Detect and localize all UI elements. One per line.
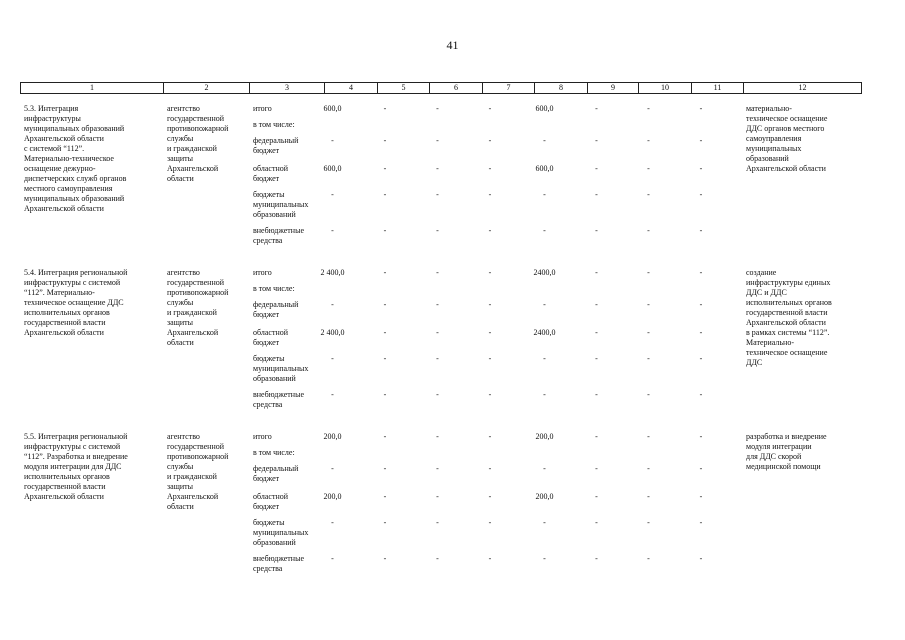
empty-value: -: [699, 268, 703, 277]
funding-source-label: итого: [253, 104, 272, 113]
empty-value: -: [383, 104, 387, 113]
funding-source-label: внебюджетные средства: [253, 390, 304, 409]
year-value: -: [543, 464, 546, 473]
empty-value: -: [436, 190, 439, 199]
year-value: -: [543, 300, 546, 309]
empty-value: -: [488, 390, 492, 399]
empty-value: -: [436, 464, 439, 473]
total-value: -: [331, 300, 334, 309]
total-value: -: [331, 464, 334, 473]
empty-value: -: [595, 518, 598, 527]
empty-value: -: [488, 354, 492, 363]
empty-value: -: [647, 226, 650, 235]
funding-source-label: областной бюджет: [253, 492, 289, 511]
total-value: 600,0: [323, 104, 342, 113]
year-value: 2400,0: [533, 328, 556, 337]
empty-value: -: [383, 164, 387, 173]
empty-value: -: [383, 492, 387, 501]
empty-value: -: [595, 328, 598, 337]
empty-value: -: [699, 104, 703, 113]
funding-source-label: в том числе:: [253, 120, 295, 129]
funding-source-label: внебюджетные средства: [253, 554, 304, 573]
empty-value: -: [699, 554, 703, 563]
measure-name: 5.3. Интеграция инфраструктуры муниципальных образований Архангельской области с системой “112”. Материально-техническое оснащение дежурно- диспетчерских служб органов местного самоуправления муниципальных образований Архангельской области: [24, 104, 127, 213]
empty-value: -: [488, 164, 492, 173]
empty-value: -: [595, 190, 598, 199]
empty-value: -: [647, 492, 650, 501]
empty-value: -: [383, 464, 387, 473]
empty-value: -: [436, 518, 439, 527]
funding-source-label: итого: [253, 432, 272, 441]
table-row: [20, 268, 861, 418]
empty-value: -: [699, 432, 703, 441]
page-number: 41: [446, 38, 459, 52]
empty-value: -: [436, 226, 439, 235]
empty-value: -: [595, 136, 598, 145]
empty-value: -: [488, 464, 492, 473]
expected-result: материально- техническое оснащение ДДС органов местного самоуправления муниципальных образований Архангельской области: [746, 104, 828, 173]
header-col-9: 9: [588, 83, 639, 94]
empty-value: -: [595, 492, 598, 501]
empty-value: -: [647, 104, 650, 113]
total-value: 200,0: [323, 432, 342, 441]
total-value: 600,0: [323, 164, 342, 173]
empty-value: -: [488, 432, 492, 441]
empty-value: -: [488, 226, 492, 235]
empty-value: -: [595, 354, 598, 363]
year-value: -: [543, 554, 546, 563]
empty-value: -: [436, 354, 439, 363]
expected-result: создание инфраструктуры единых ДДС и ДДС исполнительных органов государственной власти Архангельской области в рамках системы “112”. Материально- техническое оснащение ДДС: [746, 268, 832, 367]
total-value: -: [331, 190, 334, 199]
empty-value: -: [595, 464, 598, 473]
year-value: -: [543, 226, 546, 235]
empty-value: -: [488, 492, 492, 501]
header-col-2: 2: [164, 83, 250, 94]
funding-source-label: федеральный бюджет: [253, 464, 299, 483]
table-row: [20, 104, 861, 254]
empty-value: -: [595, 226, 598, 235]
measure-name: 5.5. Интеграция региональной инфраструктуры с системой “112”. Разработка и внедрение модуля интеграции для ДДС исполнительных органов государственной власти Архангельской области: [24, 432, 128, 501]
empty-value: -: [436, 104, 439, 113]
empty-value: -: [647, 300, 650, 309]
total-value: 2 400,0: [320, 328, 345, 337]
header-col-1: 1: [21, 83, 164, 94]
total-value: -: [331, 226, 334, 235]
header-col-12: 12: [744, 83, 862, 94]
empty-value: -: [488, 136, 492, 145]
header-col-10: 10: [639, 83, 692, 94]
empty-value: -: [488, 518, 492, 527]
empty-value: -: [699, 328, 703, 337]
empty-value: -: [699, 492, 703, 501]
funding-source-label: бюджеты муниципальных образований: [253, 354, 309, 383]
funding-source-label: в том числе:: [253, 284, 295, 293]
total-value: -: [331, 136, 334, 145]
year-value: -: [543, 354, 546, 363]
empty-value: -: [488, 554, 492, 563]
year-value: 2400,0: [533, 268, 556, 277]
empty-value: -: [488, 104, 492, 113]
funding-source-label: итого: [253, 268, 272, 277]
empty-value: -: [699, 164, 703, 173]
empty-value: -: [699, 136, 703, 145]
empty-value: -: [595, 390, 598, 399]
year-value: 200,0: [535, 432, 554, 441]
empty-value: -: [699, 300, 703, 309]
empty-value: -: [383, 136, 387, 145]
funding-source-label: федеральный бюджет: [253, 300, 299, 319]
expected-result: разработка и внедрение модуля интеграции для ДДС скорой медицинской помощи: [746, 432, 827, 471]
empty-value: -: [595, 432, 598, 441]
empty-value: -: [488, 190, 492, 199]
funding-source-label: в том числе:: [253, 448, 295, 457]
header-col-6: 6: [430, 83, 483, 94]
empty-value: -: [436, 300, 439, 309]
empty-value: -: [647, 354, 650, 363]
empty-value: -: [699, 464, 703, 473]
funding-source-label: федеральный бюджет: [253, 136, 299, 155]
measure-name: 5.4. Интеграция региональной инфраструктуры с системой “112”. Материально- техническое оснащение ДДС исполнительных органов государственной власти Архангельской области: [24, 268, 128, 337]
empty-value: -: [595, 104, 598, 113]
empty-value: -: [436, 328, 439, 337]
header-col-5: 5: [378, 83, 430, 94]
year-value: -: [543, 190, 546, 199]
empty-value: -: [699, 226, 703, 235]
empty-value: -: [383, 328, 387, 337]
empty-value: -: [436, 390, 439, 399]
header-col-3: 3: [250, 83, 325, 94]
year-value: 200,0: [535, 492, 554, 501]
empty-value: -: [699, 190, 703, 199]
empty-value: -: [436, 432, 439, 441]
empty-value: -: [488, 300, 492, 309]
empty-value: -: [647, 268, 650, 277]
funding-source-label: бюджеты муниципальных образований: [253, 190, 309, 219]
empty-value: -: [383, 300, 387, 309]
header-col-8: 8: [535, 83, 588, 94]
year-value: -: [543, 136, 546, 145]
executor: агентство государственной противопожарной службы и гражданской защиты Архангельской области: [167, 268, 229, 347]
empty-value: -: [595, 554, 598, 563]
empty-value: -: [647, 518, 650, 527]
total-value: -: [331, 518, 334, 527]
empty-value: -: [595, 164, 598, 173]
header-col-11: 11: [692, 83, 744, 94]
empty-value: -: [383, 390, 387, 399]
empty-value: -: [647, 136, 650, 145]
header-col-4: 4: [325, 83, 378, 94]
year-value: 600,0: [535, 164, 554, 173]
empty-value: -: [647, 554, 650, 563]
funding-source-label: бюджеты муниципальных образований: [253, 518, 309, 547]
header-col-7: 7: [483, 83, 535, 94]
funding-source-label: областной бюджет: [253, 328, 289, 347]
empty-value: -: [436, 136, 439, 145]
empty-value: -: [383, 226, 387, 235]
year-value: -: [543, 390, 546, 399]
empty-value: -: [647, 328, 650, 337]
empty-value: -: [383, 554, 387, 563]
empty-value: -: [436, 492, 439, 501]
empty-value: -: [383, 518, 387, 527]
empty-value: -: [383, 268, 387, 277]
empty-value: -: [488, 268, 492, 277]
empty-value: -: [647, 390, 650, 399]
year-value: 600,0: [535, 104, 554, 113]
empty-value: -: [647, 190, 650, 199]
empty-value: -: [595, 268, 598, 277]
total-value: -: [331, 554, 334, 563]
empty-value: -: [383, 354, 387, 363]
total-value: 200,0: [323, 492, 342, 501]
empty-value: -: [383, 190, 387, 199]
empty-value: -: [383, 432, 387, 441]
empty-value: -: [436, 554, 439, 563]
table-row: [20, 432, 861, 582]
empty-value: -: [699, 518, 703, 527]
empty-value: -: [595, 300, 598, 309]
empty-value: -: [699, 390, 703, 399]
column-number-header: [20, 82, 862, 94]
empty-value: -: [488, 328, 492, 337]
empty-value: -: [436, 164, 439, 173]
funding-source-label: областной бюджет: [253, 164, 289, 183]
executor: агентство государственной противопожарной службы и гражданской защиты Архангельской области: [167, 104, 229, 183]
empty-value: -: [699, 354, 703, 363]
total-value: 2 400,0: [320, 268, 345, 277]
year-value: -: [543, 518, 546, 527]
total-value: -: [331, 354, 334, 363]
total-value: -: [331, 390, 334, 399]
empty-value: -: [647, 464, 650, 473]
empty-value: -: [436, 268, 439, 277]
empty-value: -: [647, 432, 650, 441]
executor: агентство государственной противопожарной службы и гражданской защиты Архангельской области: [167, 432, 229, 511]
empty-value: -: [647, 164, 650, 173]
funding-source-label: внебюджетные средства: [253, 226, 304, 245]
